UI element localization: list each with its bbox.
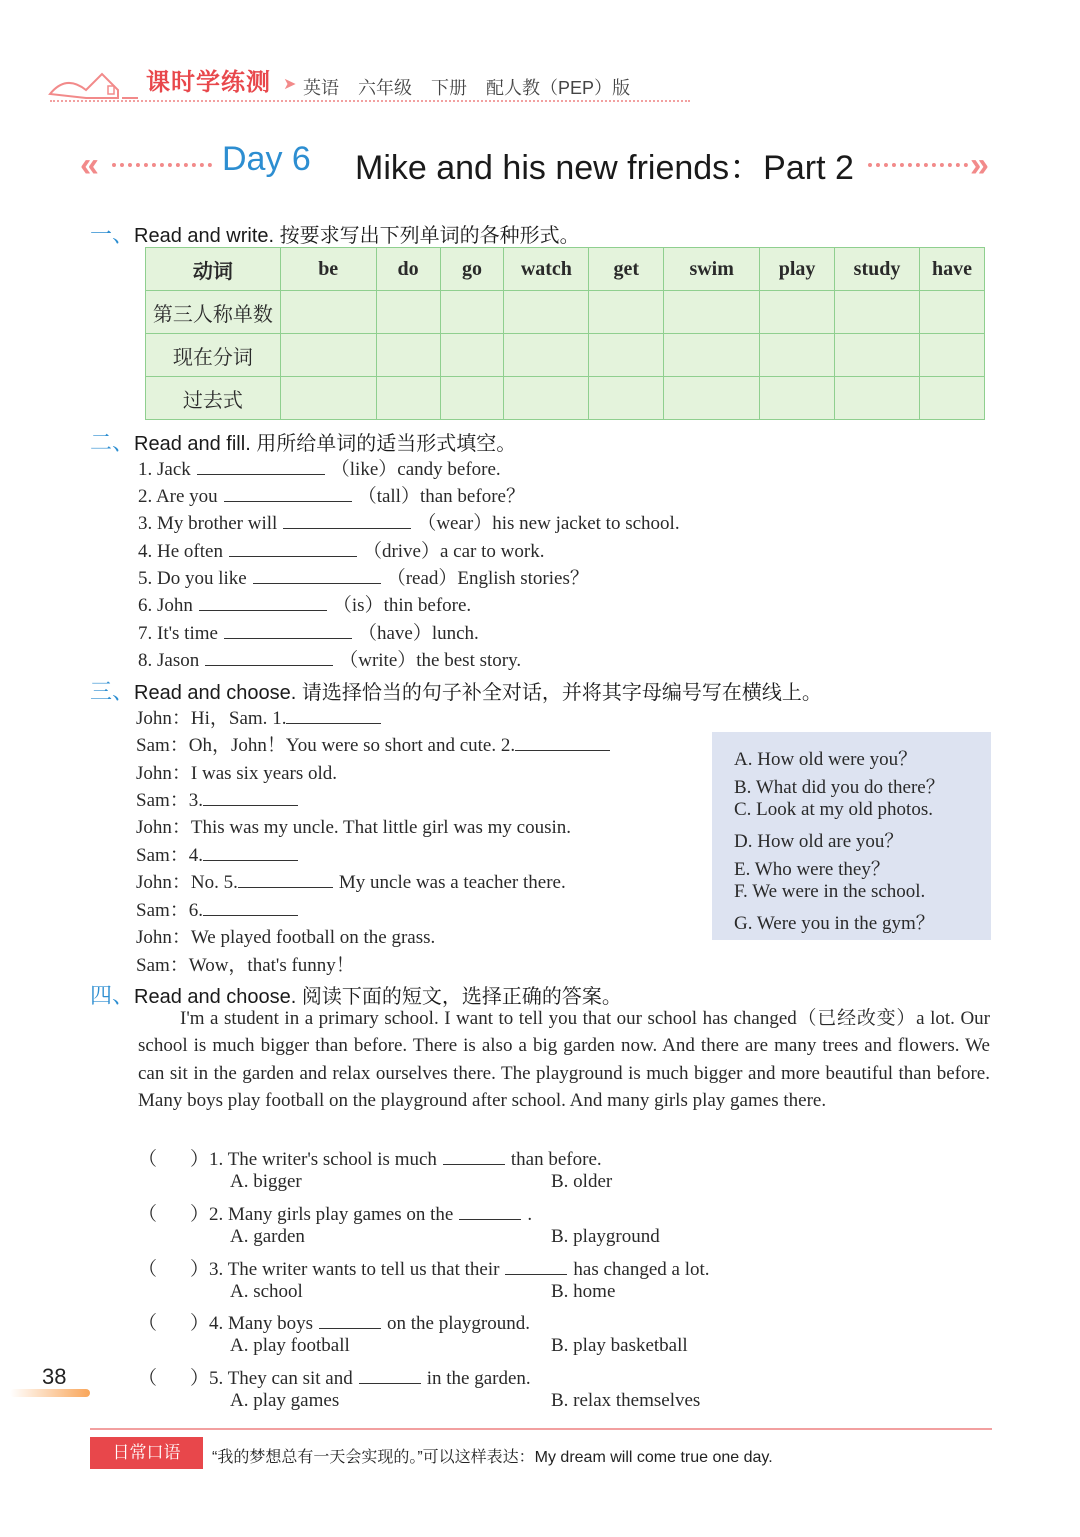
reading-passage xyxy=(138,1005,990,1114)
answer-cell[interactable] xyxy=(376,377,440,420)
question-item: （ ）1. The writer's school is much than before. xyxy=(138,1144,602,1171)
verb-cell: have xyxy=(919,248,984,291)
table-row xyxy=(146,291,985,334)
fill-item: 8. Jason （write）the best story. xyxy=(138,645,521,672)
section-text: Read and fill. 用所给单词的适当形式填空。 xyxy=(134,433,517,455)
dialogue-line: John：We played football on the grass. xyxy=(136,927,436,948)
grade: 六年级 xyxy=(358,78,413,98)
section-text: Read and choose. 阅读下面的短文，选择正确的答案。 xyxy=(134,986,622,1008)
question-item: （ ）2. Many girls play games on the . xyxy=(138,1199,532,1226)
answer-blank[interactable] xyxy=(224,620,352,639)
answer-cell[interactable] xyxy=(835,377,920,420)
answer-blank[interactable] xyxy=(203,787,298,806)
answer-blank xyxy=(443,1146,505,1165)
question-item: （ ）5. They can sit and in the garden. xyxy=(138,1363,531,1390)
option-a[interactable]: A. school xyxy=(230,1281,303,1302)
answer-blank xyxy=(359,1365,421,1384)
fill-item: 6. John （is）thin before. xyxy=(138,590,471,617)
answer-blank[interactable] xyxy=(203,842,298,861)
dialogue-line: Sam：Wow，that's funny！ xyxy=(136,955,355,976)
answer-blank[interactable] xyxy=(203,897,298,916)
answer-cell[interactable] xyxy=(589,291,664,334)
lesson-title: Mike and his new friends：Part 2 xyxy=(355,149,854,187)
option-item: G. Were you in the gym？ xyxy=(734,913,935,934)
answer-cell[interactable] xyxy=(280,334,376,377)
answer-blank[interactable] xyxy=(224,483,352,502)
page-number: 38 xyxy=(42,1364,67,1389)
answer-cell[interactable] xyxy=(440,377,504,420)
question-item: （ ）3. The writer wants to tell us that their has changed a lot. xyxy=(138,1254,710,1281)
dialogue-line: Sam：6. xyxy=(136,895,304,922)
book-subtitle xyxy=(303,74,644,100)
answer-cell[interactable] xyxy=(376,291,440,334)
verb-cell: be xyxy=(280,248,376,291)
answer-blank xyxy=(319,1310,381,1329)
verb-cell: get xyxy=(589,248,664,291)
question-item: （ ）4. Many boys on the playground. xyxy=(138,1308,530,1335)
answer-cell[interactable] xyxy=(280,291,376,334)
right-chevrons-icon: » xyxy=(970,146,989,184)
option-item: D. How old are you？ xyxy=(734,831,904,852)
table-row xyxy=(146,377,985,420)
table-header-row xyxy=(146,248,985,291)
answer-paren[interactable]: （ xyxy=(138,1368,158,1389)
section-number: 二、 xyxy=(90,430,135,455)
fill-item: 7. It's time （have）lunch. xyxy=(138,618,479,645)
verb-cell: swim xyxy=(664,248,760,291)
brand-title: 课时学练测 xyxy=(146,69,271,96)
table-header-label: 动词 xyxy=(146,248,281,291)
day-label: Day 6 xyxy=(222,140,311,178)
answer-blank[interactable] xyxy=(253,565,381,584)
fill-item: 3. My brother will （wear）his new jacket to school. xyxy=(138,508,680,535)
footer-tag: 日常口语 xyxy=(90,1437,203,1469)
option-item: A. How old were you？ xyxy=(734,749,918,770)
verb-forms-table xyxy=(145,247,985,420)
answer-cell[interactable] xyxy=(835,334,920,377)
answer-blank[interactable] xyxy=(229,538,357,557)
answer-paren[interactable]: （ xyxy=(138,1313,158,1334)
option-item: F. We were in the school. xyxy=(734,881,926,902)
arrow-icon: ➤ xyxy=(283,76,297,93)
dialogue-line: Sam：4. xyxy=(136,840,304,867)
answer-blank xyxy=(459,1201,521,1220)
title-dots-right xyxy=(868,163,968,167)
footer-divider xyxy=(90,1428,992,1430)
section-1-title xyxy=(90,218,580,249)
term: 下册 xyxy=(431,78,468,98)
verb-cell: study xyxy=(835,248,920,291)
answer-cell[interactable] xyxy=(504,334,589,377)
answer-blank[interactable] xyxy=(283,510,411,529)
option-item: E. Who were they？ xyxy=(734,859,890,880)
dialogue-line: John：This was my uncle. That little girl was my cousin. xyxy=(136,817,572,838)
dialogue-line: John：I was six years old. xyxy=(136,763,338,784)
section-text: Read and choose. 请选择恰当的句子补全对话，并将其字母编号写在横线上。 xyxy=(134,682,822,704)
title-dots-left xyxy=(112,163,212,167)
subject: 英语 xyxy=(303,78,339,98)
page-number-bar xyxy=(10,1389,90,1397)
answer-paren[interactable]: （ xyxy=(138,1204,158,1225)
verb-cell: go xyxy=(440,248,504,291)
answer-cell[interactable] xyxy=(376,334,440,377)
section-number: 一、 xyxy=(90,222,135,247)
answer-cell[interactable] xyxy=(760,291,835,334)
option-a[interactable]: A. play football xyxy=(230,1335,350,1356)
option-b[interactable]: B. home xyxy=(551,1281,616,1302)
fill-item: 1. Jack （like）candy before. xyxy=(138,454,501,481)
answer-cell[interactable] xyxy=(664,377,760,420)
answer-cell[interactable] xyxy=(440,291,504,334)
answer-blank xyxy=(505,1256,567,1275)
option-b[interactable]: B. play basketball xyxy=(551,1335,688,1356)
dialogue-line: John：Hi，Sam. 1. xyxy=(136,703,387,730)
passage-text: I'm a student in a primary school. I want to tell you that our school has changed（已经改变）a lot. Our school is much bigger than before. There is also a big garden now. And there are many trees and flowers. We can sit in the garden and relax ourselves there. The playground is much bigger and more beautiful than before. Many boys play football on the playground after school. And many girls play games there. xyxy=(138,1008,990,1111)
house-logo-icon xyxy=(46,60,142,102)
section-2-title xyxy=(90,426,516,457)
options-box xyxy=(712,732,991,940)
answer-cell[interactable] xyxy=(589,334,664,377)
fill-item: 4. He often （drive）a car to work. xyxy=(138,536,544,563)
row-label: 现在分词 xyxy=(146,334,281,377)
answer-cell[interactable] xyxy=(919,291,984,334)
option-b[interactable]: B. older xyxy=(551,1171,613,1192)
edition: 配人教（PEP）版 xyxy=(486,78,631,98)
answer-cell[interactable] xyxy=(664,334,760,377)
left-chevrons-icon: « xyxy=(80,146,99,184)
section-number: 三、 xyxy=(90,679,135,704)
answer-blank[interactable] xyxy=(286,705,381,724)
row-label: 第三人称单数 xyxy=(146,291,281,334)
answer-cell[interactable] xyxy=(504,377,589,420)
verb-cell: play xyxy=(760,248,835,291)
answer-blank[interactable] xyxy=(199,592,327,611)
header-divider xyxy=(50,100,690,102)
answer-blank[interactable] xyxy=(515,732,610,751)
row-label: 过去式 xyxy=(146,377,281,420)
answer-blank[interactable] xyxy=(205,647,333,666)
answer-paren[interactable]: （ xyxy=(138,1149,158,1170)
table-row xyxy=(146,334,985,377)
answer-cell[interactable] xyxy=(760,334,835,377)
option-item: B. What did you do there？ xyxy=(734,777,945,798)
answer-blank[interactable] xyxy=(197,456,325,475)
fill-item: 5. Do you like （read）English stories？ xyxy=(138,563,589,590)
option-b[interactable]: B. playground xyxy=(551,1226,660,1247)
answer-cell[interactable] xyxy=(760,377,835,420)
option-item: C. Look at my old photos. xyxy=(734,799,933,820)
answer-blank[interactable] xyxy=(238,869,333,888)
option-a[interactable]: A. bigger xyxy=(230,1171,302,1192)
footer-text: “我的梦想总有一天会实现的。”可以这样表达：My dream will come true one day. xyxy=(212,1449,773,1466)
option-a[interactable]: A. play games xyxy=(230,1390,340,1411)
section-3-title xyxy=(90,675,822,706)
answer-cell[interactable] xyxy=(440,334,504,377)
answer-cell[interactable] xyxy=(835,291,920,334)
option-a[interactable]: A. garden xyxy=(230,1226,305,1247)
section-text: Read and write. 按要求写出下列单词的各种形式。 xyxy=(134,225,580,247)
verb-cell: do xyxy=(376,248,440,291)
verb-cell: watch xyxy=(504,248,589,291)
answer-paren[interactable]: （ xyxy=(138,1259,158,1280)
option-b[interactable]: B. relax themselves xyxy=(551,1390,701,1411)
dialogue-line: John：No. 5. My uncle was a teacher there. xyxy=(136,867,566,894)
answer-cell[interactable] xyxy=(919,334,984,377)
fill-item: 2. Are you （tall）than before？ xyxy=(138,481,525,508)
answer-cell[interactable] xyxy=(664,291,760,334)
answer-cell[interactable] xyxy=(919,377,984,420)
dialogue-line: Sam：Oh，John！You were so short and cute. 2. xyxy=(136,730,616,757)
dialogue-line: Sam：3. xyxy=(136,785,304,812)
answer-cell[interactable] xyxy=(280,377,376,420)
answer-cell[interactable] xyxy=(589,377,664,420)
section-number: 四、 xyxy=(90,983,135,1008)
answer-cell[interactable] xyxy=(504,291,589,334)
